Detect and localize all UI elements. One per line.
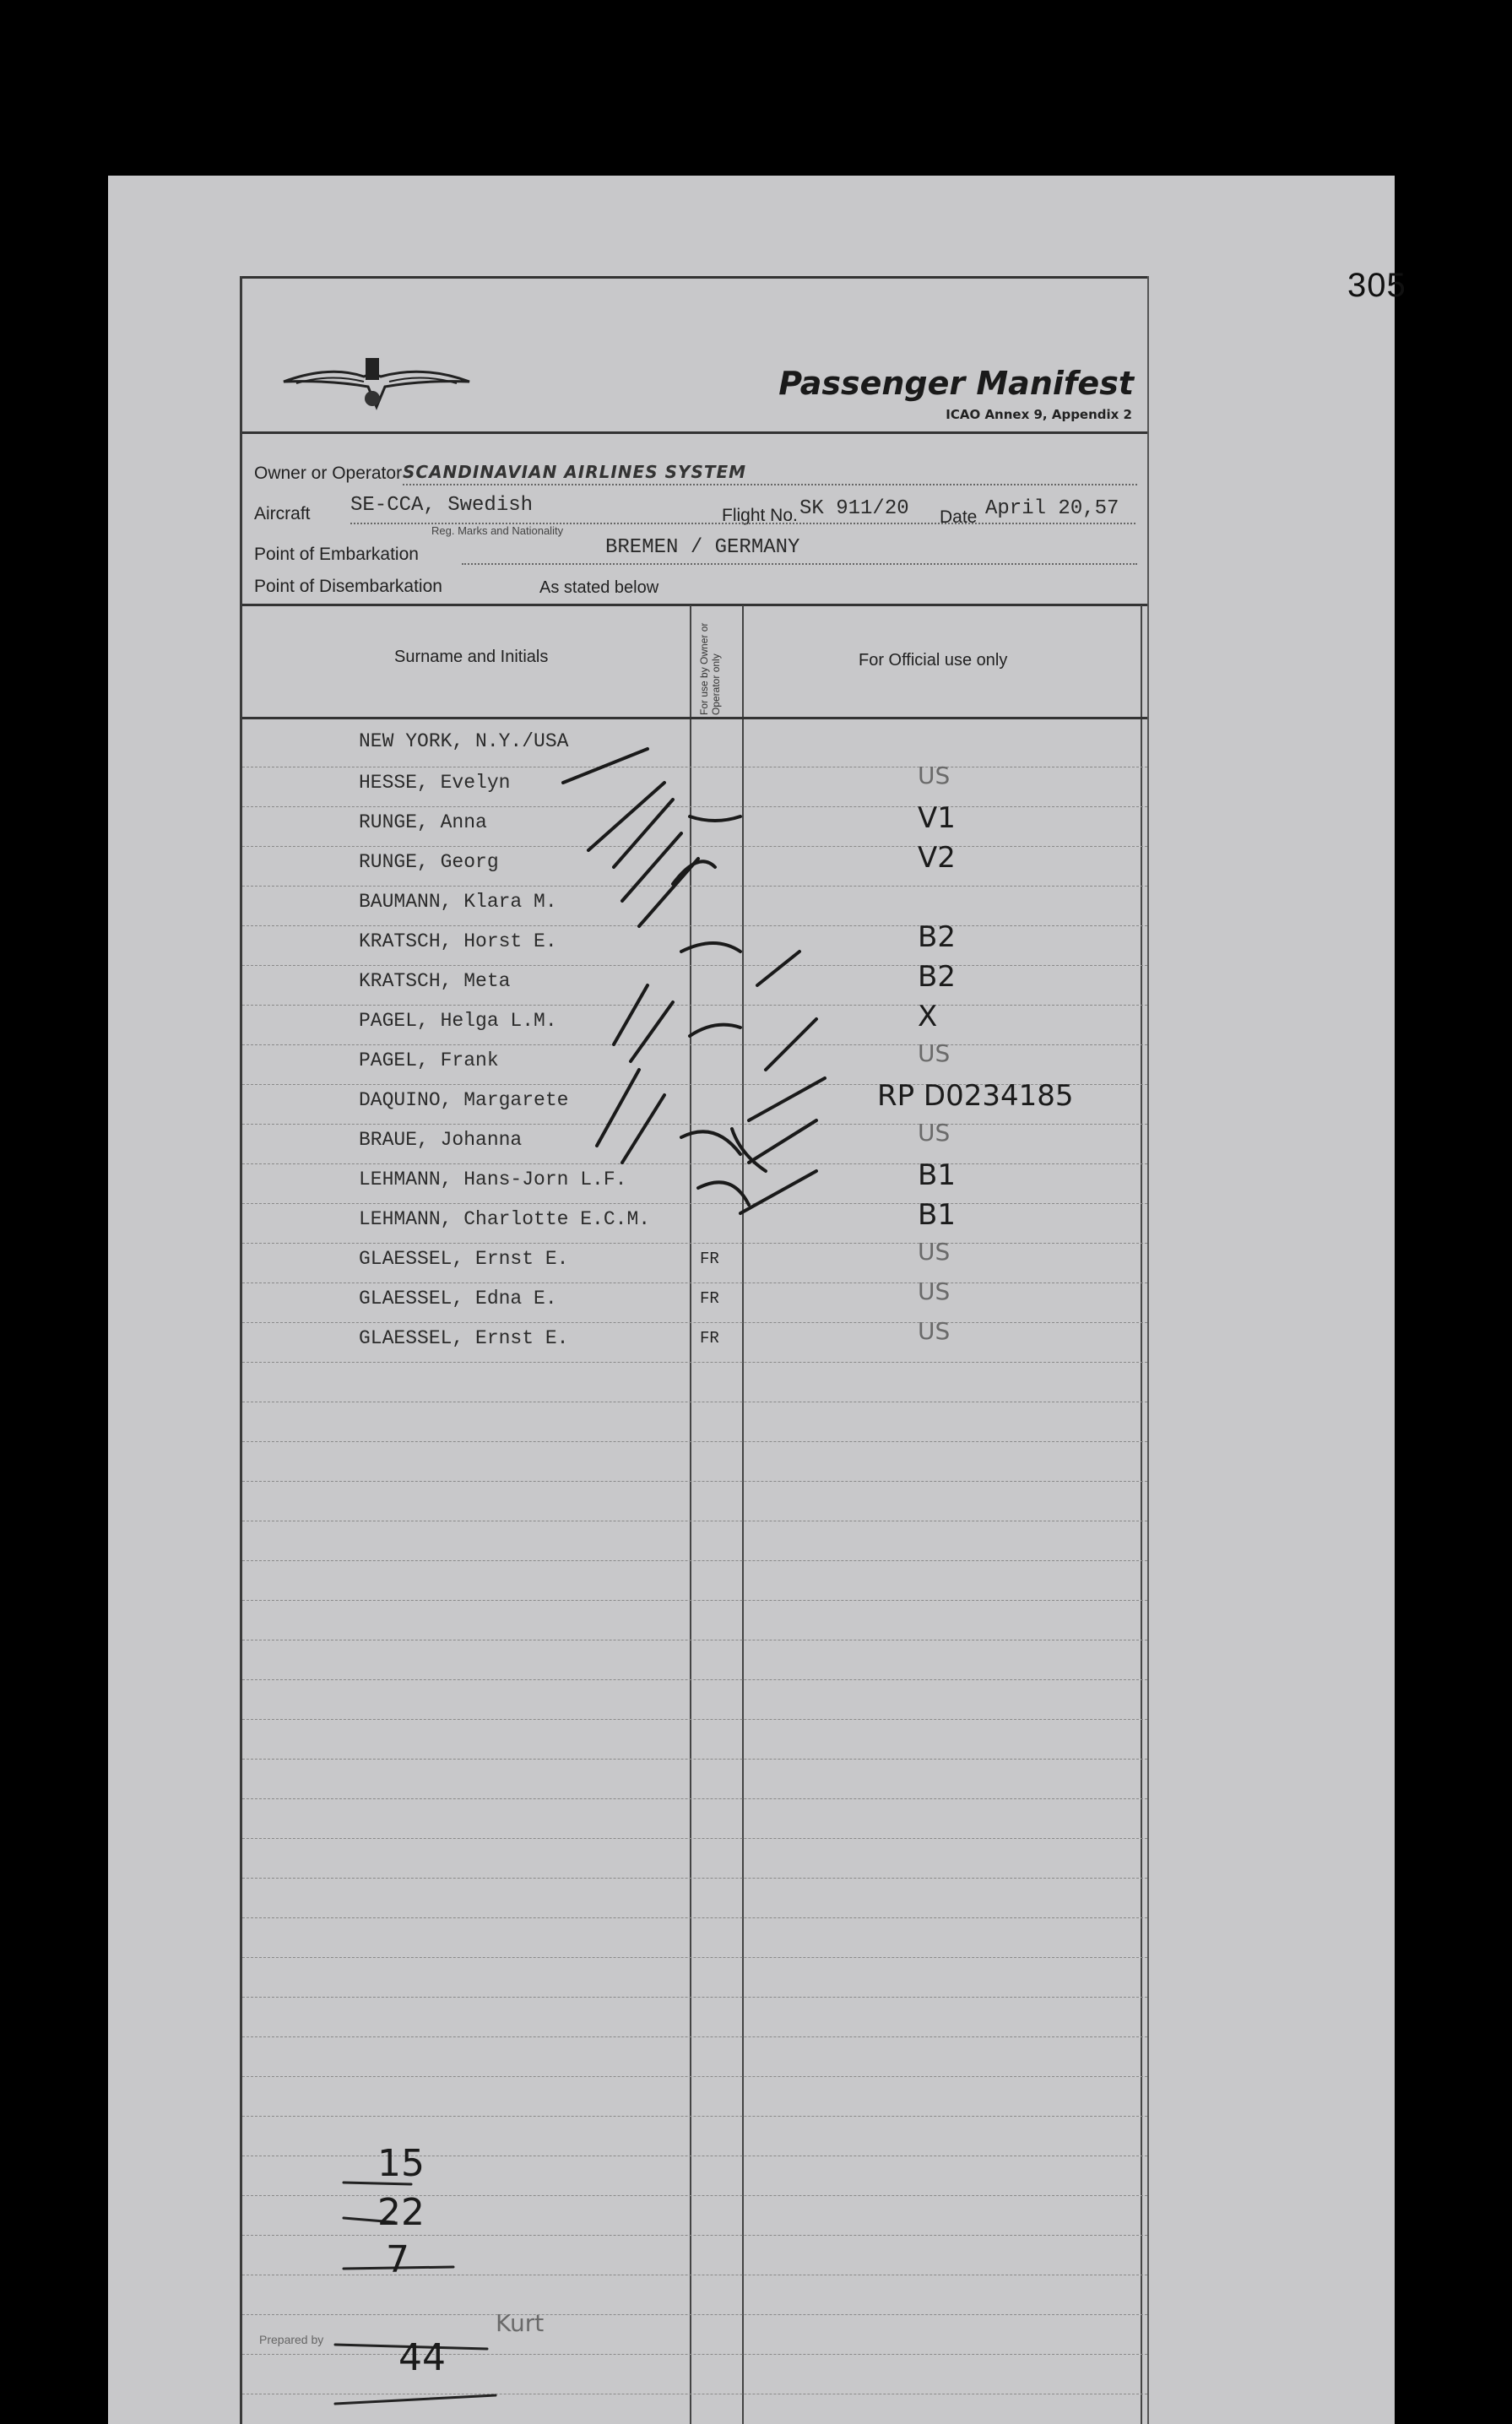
passenger-name: BAUMANN, Klara M.: [359, 891, 557, 913]
ruled-line: [242, 2288, 1147, 2315]
ruled-line: [242, 1494, 1147, 1521]
ruled-line: [242, 1852, 1147, 1879]
ruled-line: [242, 1375, 1147, 1402]
flight-label: Flight No.: [722, 506, 798, 525]
ruled-line: [242, 1653, 1147, 1680]
official-mark: B2: [918, 960, 956, 994]
passenger-name: DAQUINO, Margarete: [359, 1089, 569, 1111]
official-mark: X: [918, 1000, 938, 1033]
form-subtitle: ICAO Annex 9, Appendix 2: [946, 407, 1132, 422]
passenger-name: GLAESSEL, Edna E.: [359, 1288, 557, 1310]
passenger-code: FR: [700, 1329, 719, 1348]
ruled-line: [242, 2090, 1147, 2117]
official-mark: US: [918, 1238, 951, 1266]
flight-value: SK 911/20: [799, 497, 909, 520]
passenger-name: BRAUE, Johanna: [359, 1129, 523, 1151]
ruled-line: [242, 1931, 1147, 1958]
aircraft-label: Aircraft: [254, 504, 311, 523]
official-mark: V2: [918, 841, 956, 875]
owner-label: Owner or Operator: [254, 464, 403, 483]
form-title: Passenger Manifest: [778, 365, 1134, 402]
tally-number: 7: [386, 2238, 409, 2281]
tally-number: 22: [377, 2191, 425, 2234]
official-mark: B1: [918, 1198, 956, 1232]
ruled-line: [242, 1812, 1147, 1839]
owner-underline: [403, 484, 1137, 485]
embark-label: Point of Embarkation: [254, 545, 419, 564]
tally-number: 44: [398, 2336, 446, 2379]
header-rule: [242, 431, 1147, 434]
ruled-line: [242, 1613, 1147, 1640]
ruled-line: [242, 2367, 1147, 2394]
ruled-line: [242, 1455, 1147, 1482]
passenger-name: HESSE, Evelyn: [359, 772, 511, 794]
col-header-official: For Official use only: [859, 651, 1008, 670]
date-value: April 20,57: [985, 497, 1119, 520]
ruled-line: [242, 2010, 1147, 2037]
col-header-name: Surname and Initials: [394, 648, 549, 666]
passenger-name: LEHMANN, Hans-Jorn L.F.: [359, 1169, 627, 1190]
manifest-form: [240, 276, 1149, 2424]
date-label: Date: [940, 507, 978, 527]
footer-signature: Kurt: [496, 2309, 545, 2337]
ruled-line: [242, 1733, 1147, 1760]
passenger-name: KRATSCH, Horst E.: [359, 930, 557, 952]
ruled-line: [242, 2248, 1147, 2275]
passenger-name: RUNGE, Georg: [359, 851, 499, 873]
official-mark: US: [918, 1277, 951, 1305]
ruled-line: [242, 1574, 1147, 1601]
ruled-line: [242, 1415, 1147, 1442]
official-mark: US: [918, 1039, 951, 1067]
passenger-name: PAGEL, Frank: [359, 1049, 499, 1071]
airline-logo-icon: [279, 348, 474, 415]
embark-underline: [462, 563, 1137, 565]
frame-number: 305: [1347, 267, 1406, 304]
official-mark: RP D0234185: [877, 1079, 1074, 1113]
ruled-line: [242, 1971, 1147, 1998]
passenger-name: KRATSCH, Meta: [359, 970, 511, 992]
passenger-name: RUNGE, Anna: [359, 811, 487, 833]
official-mark: B2: [918, 920, 956, 954]
ruled-line: [242, 2050, 1147, 2077]
footer-label: Prepared by: [259, 2333, 324, 2346]
passenger-name: GLAESSEL, Ernst E.: [359, 1327, 569, 1349]
ruled-line: [242, 1891, 1147, 1918]
destination: NEW YORK, N.Y./USA: [359, 730, 569, 752]
columns-bottom-rule: [242, 717, 1147, 719]
ruled-line: [242, 1693, 1147, 1720]
passenger-name: GLAESSEL, Ernst E.: [359, 1248, 569, 1270]
passenger-name: PAGEL, Helga L.M.: [359, 1010, 557, 1032]
official-mark: US: [918, 762, 951, 789]
official-mark: V1: [918, 801, 956, 835]
col-header-owner-use: For use by Owner or Operator only: [698, 622, 722, 715]
passenger-code: FR: [700, 1250, 719, 1268]
official-mark: US: [918, 1317, 951, 1345]
ruled-line: [242, 1534, 1147, 1561]
official-mark: US: [918, 1119, 951, 1147]
aircraft-underline: [350, 523, 1135, 524]
disembark-value: As stated below: [539, 578, 659, 597]
aircraft-sublabel: Reg. Marks and Nationality: [431, 524, 564, 537]
official-mark: B1: [918, 1158, 956, 1192]
form-top-rule: [242, 276, 1147, 279]
disembark-label: Point of Disembarkation: [254, 577, 442, 596]
ruled-line: [242, 1772, 1147, 1799]
owner-value: SCANDINAVIAN AIRLINES SYSTEM: [403, 462, 747, 482]
tally-number: 15: [377, 2142, 425, 2185]
passenger-code: FR: [700, 1289, 719, 1308]
embark-value: BREMEN / GERMANY: [605, 536, 800, 559]
passenger-name: LEHMANN, Charlotte E.C.M.: [359, 1208, 651, 1230]
columns-top-rule: [242, 604, 1147, 606]
aircraft-value: SE-CCA, Swedish: [350, 494, 534, 517]
ruled-line: [242, 2328, 1147, 2355]
